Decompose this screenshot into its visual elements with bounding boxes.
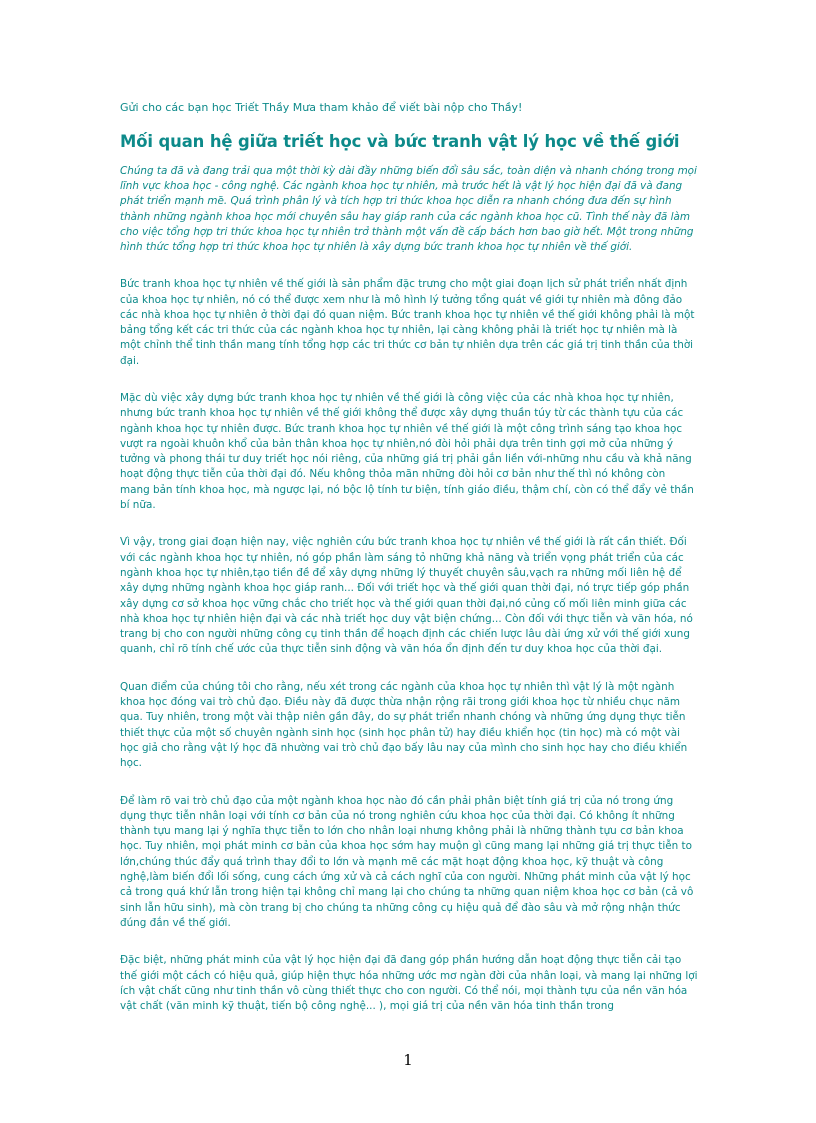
- page-number: 1: [403, 1051, 413, 1069]
- abstract-paragraph: Chúng ta đã và đang trải qua một thời kỳ dài đầy những biến đổi sâu sắc, toàn diện và nhanh chóng trong mọi lĩnh vực khoa học - công nghệ. Các ngành khoa học tự nhiên, mà trước hết là vật lý học hiện đại đã và đang phát triển mạnh mẽ. Quá trình phân lý và tích hợp tri thức khoa học diễn ra nhanh chóng đưa đến sự hình thành những ngành khoa học mới chuyên sâu hay giáp ranh của các ngành khoa học cũ. Tình thế này đã làm cho việc tổng hợp tri thức khoa học tự nhiên trở thành một vấn đề cấp bách hơn bao giờ hết. Một trong những hình thức tổng hợp tri thức khoa học tự nhiên là xây dựng bức tranh khoa học tự nhiên về thế giới.: [120, 165, 697, 254]
- document-title: Mối quan hệ giữa triết học và bức tranh vật lý học về thế giới: [120, 132, 680, 151]
- body-paragraph-4: Quan điểm của chúng tôi cho rằng, nếu xét trong các ngành của khoa học tự nhiên thì vật lý là một ngành khoa học đóng vai trò chủ đạo. Điều này đã được thừa nhận rộng rãi trong giới khoa học từ nhiều chục năm qua. Tuy nhiên, trong một vài thập niên gần đây, do sự phát triển nhanh chóng và những ứng dụng thực tiễn thiết thực của một số chuyên ngành sinh học (sinh học phân tử) hay điều khiển học (tin học) mà có một vài học giả cho rằng vật lý học đã nhường vai trò chủ đạo bấy lâu nay của mình cho sinh học hay cho điều khiển học.: [120, 680, 688, 770]
- body-paragraph-5: Để làm rõ vai trò chủ đạo của một ngành khoa học nào đó cần phải phân biệt tính giá trị của nó trong ứng dụng thực tiễn nhân loại với tính cơ bản của nó trong nghiên cứu khoa học của thời đại. Có không ít những thành tựu mang lại ý nghĩa thực tiễn to lớn cho nhân loại nhưng không phải là những thành tựu cơ bản khoa học. Tuy nhiên, mọi phát minh cơ bản của khoa học sớm hay muộn gì cũng mang lại những giá trị thực tiễn to lớn,chúng thúc đẩy quá trình thay đổi to lớn và mạnh mẽ các mặt hoạt động khoa học, kỹ thuật và công nghệ,làm biến đổi lối sống, cung cách ứng xử và cả cách nghĩ của con người. Những phát minh của vật lý học cả trong quá khứ lẫn trong hiện tại không chỉ mang lại cho chúng ta những quan niệm khoa học cơ bản (cả vô sinh lẫn hữu sinh), mà còn trang bị cho chúng ta những công cụ hiệu quả để đào sâu và mở rộng nhận thức đúng đắn về thế giới.: [120, 794, 694, 929]
- body-paragraph-1: Bức tranh khoa học tự nhiên về thế giới là sản phẩm đặc trưng cho một giai đoạn lịch sử phát triển nhất định của khoa học tự nhiên, nó có thể được xem như là mô hình lý tưởng tổng quát về giới tự nhiên mà đông đảo các nhà khoa học tự nhiên ở thời đại đó quan niệm. Bức tranh khoa học tự nhiên về thế giới không phải là một bảng tổng kết các tri thức của các ngành khoa học tự nhiên, lại càng không phải là triết học tự nhiên mà là một chỉnh thể tinh thần mang tính tổng hợp các tri thức cơ bản tự nhiên dựa trên các giá trị tinh thần của thời đại.: [120, 278, 695, 367]
- body-paragraph-6: Đặc biệt, những phát minh của vật lý học hiện đại đã đang góp phần hướng dẫn hoạt động thực tiễn cải tạo thế giới một cách có hiệu quả, giúp hiện thực hóa những ước mơ ngàn đời của nhân loại, và mang lại những lợi ích vật chất cũng như tinh thần vô cùng thiết thực cho con người. Có thể nói, mọi thành tựu của nền văn hóa vật chất (văn minh kỹ thuật, tiến bộ công nghệ... ), mọi giá trị của nền văn hóa tinh thần trong: [120, 954, 698, 1013]
- body-paragraph-3: Vì vậy, trong giai đoạn hiện nay, việc nghiên cứu bức tranh khoa học tự nhiên về thế giới là rất cần thiết. Đối với các ngành khoa học tự nhiên, nó góp phần làm sáng tỏ những khả năng và triển vọng phát triển của các ngành khoa học tự nhiên,tạo tiền đề để xây dựng những lý thuyết chuyên sâu,vạch ra những mối liên hệ để xây dựng những ngành khoa học giáp ranh... Đối với triết học và thế giới quan thời đại, nó trực tiếp góp phần xây dựng cơ sở khoa học vững chắc cho triết học và thế giới quan thời đại,nó củng cố mối liên minh giữa các nhà khoa học tự nhiên hiện đại và các nhà triết học duy vật biện chứng... Còn đối với thực tiễn và văn hóa, nó trang bị cho con người những công cụ tinh thần để hoạch định các chiến lược lâu dài ứng xử với thế giới xung quanh, chỉ rõ tính chế ước của thực tiễn sinh động và văn hóa ổn định đến tư duy khoa học của thời đại.: [120, 536, 693, 656]
- intro-line: Gửi cho các bạn học Triết Thầy Mưa tham khảo để viết bài nộp cho Thầy!: [120, 101, 523, 114]
- body-paragraph-2: Mặc dù việc xây dựng bức tranh khoa học tự nhiên về thế giới là công việc của các nhà khoa học tự nhiên, nhưng bức tranh khoa học tự nhiên về thế giới không thể được xây dựng thuần túy từ các thành tựu của các ngành khoa học tự nhiên được. Bức tranh khoa học tự nhiên về thế giới là một công trình sáng tạo khoa học vượt ra ngoài khuôn khổ của bản thân khoa học tự nhiên,nó đòi hỏi phải dựa trên tinh gợi mở của những ý tưởng và phong thái tư duy triết học nói riêng, của những giá trị phải gắn liền với-những nhu cầu và khả năng hoạt động thực tiễn của thời đại đó. Nếu không thỏa mãn những đòi hỏi cơ bản như thế thì nó không còn mang bản tính khoa học, mà ngược lại, nó bộc lộ tính tư biện, tính giáo điều, thậm chí, còn có thể đẩy vẻ thần bí nữa.: [120, 392, 694, 512]
- document-body: [120, 100, 698, 1036]
